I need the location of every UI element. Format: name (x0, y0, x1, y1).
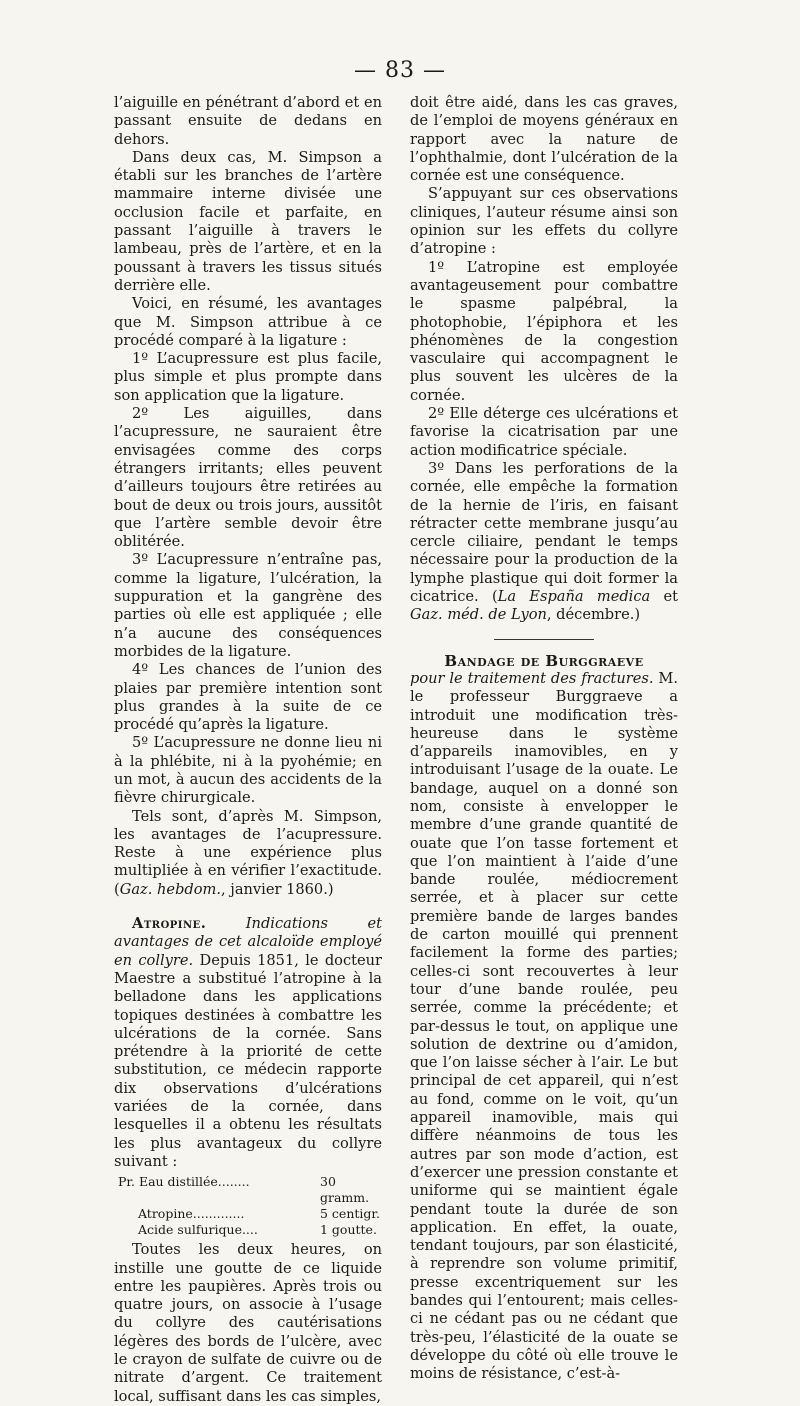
section-text: M. le professeur Burggraeve a introduit une modification très-heureuse dans le système d’appareils inamovibles, en y introduisant l’usage de la ouate. Le bandage, auquel on a donné son nom, consiste à envelopper le membre d’une grande quantité de ouate que l’on tasse fortement et que l’on maintient à l’aide d’une bande roulée, médiocrement serrée, et à placer sur cette première bande de larges bandes de carton mouillé qui prennent facilement la forme des parties; celles-ci sont recouvertes à leur tour d’une bande roulée, peu serrée, comme la précédente; et par-dessus le tout, on applique une solution de dextrine ou d’amidon, que l’on laisse sécher à l’air. Le but principal de cet appareil, qui n’est au fond, comme on le voit, qu’un appareil inamovible, mais qui diffère néanmoins de tous les autres par son mode d’action, est d’exercer une pression constante et uniforme qui se maintient égale pendant toute la durée de son application. En effet, la ouate, tendant toujours, par son élasticité, à reprendre son volume primitif, presse excentriquement sur les bandes qui l’entourent; mais celles-ci ne cédant pas ou ne cédant que très-peu, l’élasticité de la ouate se développe du côté où elle trouve le moins de résistance, c’est-à- (410, 669, 678, 1383)
paragraph (114, 808, 382, 899)
paragraph: 3º L’acupressure n’entraîne pas, comme la ligature, l’ulcération, la suppuration et la gangrène des parties où elle est appliquée ; elle n’a aucune des conséquences morbides de la ligature. (114, 551, 382, 660)
text: , janvier 1860.) (221, 880, 334, 898)
recipe-quantity: 30 gramm. (320, 1174, 370, 1206)
section-title: Bandage de Burggraeve (444, 651, 644, 670)
paragraph: S’appuyant sur ces observations cliniques, l’auteur résume ainsi son opinion sur les effets du collyre d’atropine : (410, 185, 678, 258)
text: Tels sont, d’après M. Simpson, les avantages de l’acupressure. Reste à une expérience plus multipliée à en vérifier l’exactitude. ( (114, 807, 382, 898)
text: 3º Dans les perforations de la cornée, elle empêche la formation de la hernie de l’iris, en faisant rétracter cette membrane jusqu’au cercle ciliaire, pendant le temps nécessaire pour la production de la lymphe plastique qui doit former la cicatrice. ( (410, 459, 678, 606)
paragraph: Toutes les deux heures, on instille une goutte de ce liquide entre les paupières. Après trois ou quatre jours, on associe à l’usage du collyre des cautérisations légères des bords de l’ulcère, avec le crayon de sulfate de cuivre ou de nitrate d’argent. Ce traitement local, suffisant dans les cas simples, (114, 1241, 382, 1405)
section-heading (410, 652, 678, 670)
section-subtitle: Indications et avantages de cet alcaloïde employé en collyre. (114, 915, 382, 969)
source-citation: Gaz. méd. de Lyon (410, 606, 547, 624)
text: , décembre.) (546, 606, 641, 624)
section-heading: Atropine. (132, 915, 207, 933)
paragraph: l’aiguille en pénétrant d’abord et en passant ensuite de dedans en dehors. (114, 94, 382, 148)
paragraph: 1º L’atropine est employée avantageusement pour combattre le spasme palpébral, la photophobie, l’épiphora et les phénomènes de la congestion vasculaire qui accompagnent le plus souvent les ulcères de la cornée. (410, 258, 678, 404)
recipe-ingredient: Atropine............. (138, 1206, 245, 1222)
recipe-ingredient: Acide sulfurique.... (138, 1222, 258, 1238)
recipe-ingredient: Pr. Eau distillée........ (118, 1174, 250, 1190)
recipe (114, 1174, 382, 1238)
paragraph: 2º Elle déterge ces ulcérations et favorise la cicatrisation par une action modificatrice spéciale. (410, 405, 678, 459)
paragraph: doit être aidé, dans les cas graves, de l’emploi de moyens généraux en rapport avec la nature de l’ophthalmie, dont l’ulcération de la cornée est une conséquence. (410, 94, 678, 185)
paragraph: 5º L’acupressure ne donne lieu ni à la phlébite, ni à la pyohémie; en un mot, à aucun des accidents de la fièvre chirurgicale. (114, 734, 382, 807)
page-number: — 83 — (354, 58, 446, 83)
text: et (650, 588, 678, 606)
paragraph: 4º Les chances de l’union des plaies par première intention sont plus grandes à la suite de ce procédé qu’après la ligature. (114, 661, 382, 734)
paragraph: 2º Les aiguilles, dans l’acupressure, ne sauraient être envisagées comme des corps étrangers irritants; elles peuvent d’ailleurs toujours être retirées au bout de deux ou trois jours, aussitôt que l’artère semble devoir être oblitérée. (114, 405, 382, 551)
source-citation: La España medica (497, 588, 651, 606)
recipe-row (114, 1222, 382, 1238)
section-text: Depuis 1851, le docteur Maestre a substitué l’atropine à la belladone dans les applications topiques destinées à combattre les ulcérations de la cornée. Sans prétendre à la priorité de cette substitution, ce médecin rapporte dix observations d’ulcérations variées de la cornée, dans lesquelles il a obtenu les résultats les plus avantageux du collyre suivant : (114, 951, 383, 1170)
recipe-row (114, 1206, 382, 1222)
recipe-quantity: 5 centigr. (320, 1206, 380, 1222)
paragraph: Dans deux cas, M. Simpson a établi sur les branches de l’artère mammaire interne divisée une occlusion facile et parfaite, en passant l’aiguille à travers le lambeau, près de l’artère, et en la poussant à travers les tissus situés derrière elle. (114, 148, 382, 294)
section-divider (494, 639, 594, 640)
right-column (410, 94, 678, 1383)
source-citation: Gaz. hebdom. (119, 880, 222, 898)
paragraph: Voici, en résumé, les avantages que M. Simpson attribue à ce procédé comparé à la ligature : (114, 295, 382, 349)
atropine-section (114, 915, 382, 1171)
paragraph: 1º L’acupressure est plus facile, plus simple et plus prompte dans son application que la ligature. (114, 350, 382, 404)
bandage-section (410, 670, 678, 1384)
left-column (114, 94, 382, 1406)
section-subtitle: pour le traitement des fractures. (410, 669, 654, 687)
recipe-quantity: 1 goutte. (320, 1222, 377, 1238)
recipe-row (114, 1174, 382, 1206)
paragraph (410, 460, 678, 625)
